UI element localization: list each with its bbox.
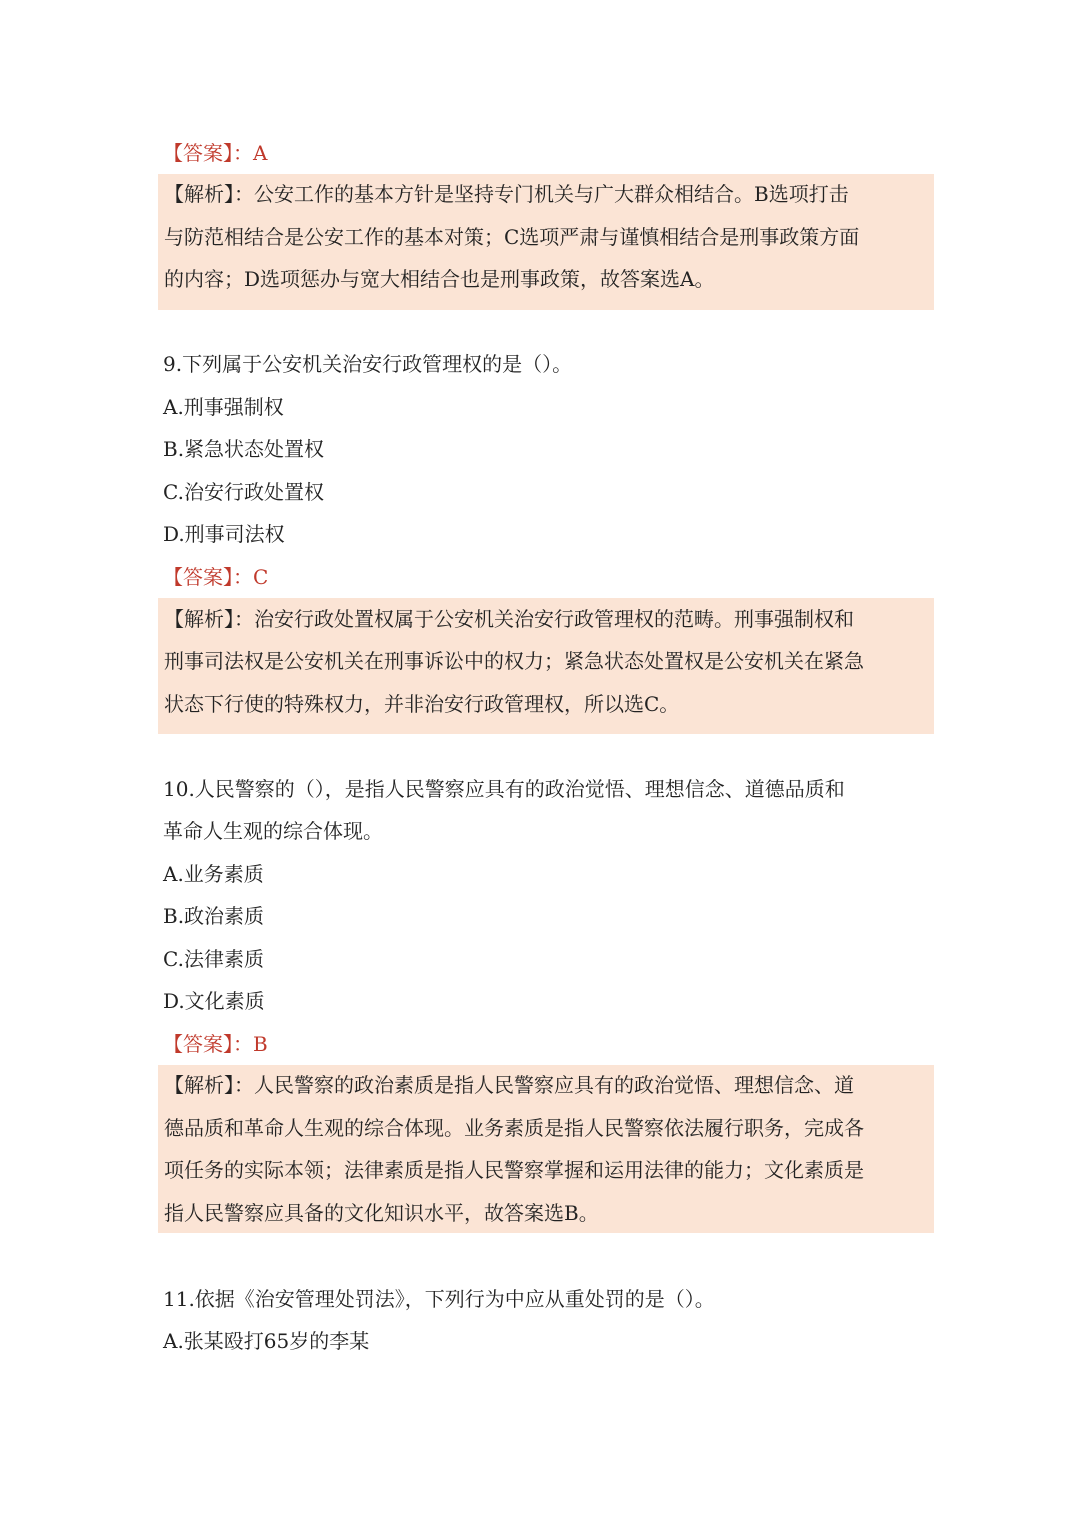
option-c: C.法律素质 xyxy=(163,947,264,971)
explanation-line: 的内容；D选项惩办与宽大相结合也是刑事政策，故答案选A。 xyxy=(164,267,715,291)
explanation-line: 【解析】：人民警察的政治素质是指人民警察应具有的政治觉悟、理想信念、道 xyxy=(164,1073,854,1097)
answer-q10: 【答案】：B xyxy=(163,1032,268,1056)
option-a: A.刑事强制权 xyxy=(163,395,284,419)
explanation-box-q8 xyxy=(158,174,934,310)
question-10: 10.人民警察的（），是指人民警察应具有的政治觉悟、理想信念、道德品质和 xyxy=(163,777,845,801)
option-a: A.张某殴打65岁的李某 xyxy=(163,1329,370,1353)
question-9: 9.下列属于公安机关治安行政管理权的是（）。 xyxy=(163,352,573,376)
option-c: C.治安行政处置权 xyxy=(163,480,324,504)
answer-q8: 【答案】：A xyxy=(163,141,268,165)
explanation-box-q10 xyxy=(158,1065,934,1233)
answer-q9: 【答案】：C xyxy=(163,565,269,589)
option-b: B.政治素质 xyxy=(163,904,265,928)
question-11: 11.依据《治安管理处罚法》，下列行为中应从重处罚的是（）。 xyxy=(163,1287,715,1311)
explanation-line: 项任务的实际本领；法律素质是指人民警察掌握和运用法律的能力；文化素质是 xyxy=(164,1158,864,1182)
explanation-line: 【解析】：治安行政处置权属于公安机关治安行政管理权的范畴。刑事强制权和 xyxy=(164,607,854,631)
explanation-line: 与防范相结合是公安工作的基本对策；C选项严肃与谨慎相结合是刑事政策方面 xyxy=(164,225,860,249)
explanation-line: 刑事司法权是公安机关在刑事诉讼中的权力；紧急状态处置权是公安机关在紧急 xyxy=(164,649,864,673)
option-b: B.紧急状态处置权 xyxy=(163,437,325,461)
question-10-cont: 革命人生观的综合体现。 xyxy=(163,819,383,843)
explanation-box-q9 xyxy=(158,598,934,734)
explanation-line: 状态下行使的特殊权力，并非治安行政管理权，所以选C。 xyxy=(164,692,680,716)
option-d: D.文化素质 xyxy=(163,989,265,1013)
explanation-line: 【解析】：公安工作的基本方针是坚持专门机关与广大群众相结合。B选项打击 xyxy=(164,182,849,206)
explanation-line: 指人民警察应具备的文化知识水平，故答案选B。 xyxy=(164,1201,599,1225)
explanation-line: 德品质和革命人生观的综合体现。业务素质是指人民警察依法履行职务，完成各 xyxy=(164,1116,864,1140)
option-a: A.业务素质 xyxy=(163,862,264,886)
option-d: D.刑事司法权 xyxy=(163,522,285,546)
